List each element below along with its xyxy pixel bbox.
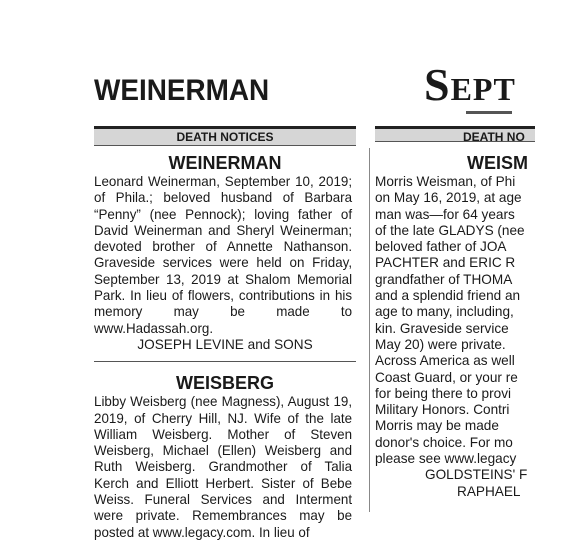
notice-name: WEISBERG [175,373,274,394]
page-title: WEINERMAN [94,74,270,107]
month-title: Sept [424,59,516,110]
notice-line: Morris may be made [375,418,499,434]
notice-line: please see www.legacy [375,451,517,467]
notice-line: May 20) were private. [375,336,506,352]
notice-name: WEISM [467,153,528,173]
notice-name: WEINERMAN [168,153,282,173]
notice-line: beloved father of JOA [375,239,507,255]
notice-line: man was—for 64 years [375,206,515,222]
notice-line: Morris Weisman, of Phi [375,174,516,189]
notice-line: for being there to provi [375,385,512,401]
notice-body: Leonard Weinerman, September 10, 2019; of Phila.; beloved husband of Barbara “Penny” (nee Pennock); loving father of David Weinerman and Sheryl Weinerman; devoted brother of Annette Nathanson. Graveside services were held on Friday, September 13, 2019 at Shalom Memorial Park. In lieu of flowers, contributions in his memory may be made to www.Hadassah.org. [94,174,353,336]
notice-body: Libby Weisberg (nee Magness), August 19, 2019, of Cherry Hill, NJ. Wife of the late William Weisberg. Mother of Steven Weisberg, Michael (Ellen) Weisberg and Ruth Weisberg. Grandmother of Talia Kerch and Elliott Herbert. Sister of Bebe Weiss. Funeral Services and Interment were private. Remembrances may be posted at www.legacy.com. In lieu of [94,394,353,540]
notice-body [375,174,565,500]
left-column [94,152,356,540]
notice-weisberg [94,372,356,541]
notice-signature: GOLDSTEINS' F [425,467,528,483]
notice-signature: RAPHAEL [457,483,521,499]
notice-line: Coast Guard, or your re [375,369,518,385]
notice-line: of the late GLADYS (nee [375,222,525,238]
title-underline [466,111,512,114]
notice-line: Across America as well [375,353,515,369]
notice-separator [94,361,356,362]
notice-line: age to many, including, [375,304,514,320]
notice-line: on May 16, 2019, at age [375,190,522,206]
right-column [375,152,528,512]
notice-line: kin. Graveside service [375,320,509,336]
death-notices-header-left: DEATH NOTICES [94,126,356,146]
column-divider [369,148,370,512]
notice-signature: JOSEPH LEVINE and SONS [137,336,313,352]
notice-line: Military Honors. Contri [375,402,510,418]
notice-line: PACHTER and ERIC R [375,255,516,271]
notice-weinerman [94,152,356,353]
notice-line: grandfather of THOMA [375,271,513,287]
death-notices-header-right: DEATH NO [375,126,535,142]
notice-line: and a splendid friend an [375,288,521,304]
notice-line: donor's choice. For mo [375,434,513,450]
